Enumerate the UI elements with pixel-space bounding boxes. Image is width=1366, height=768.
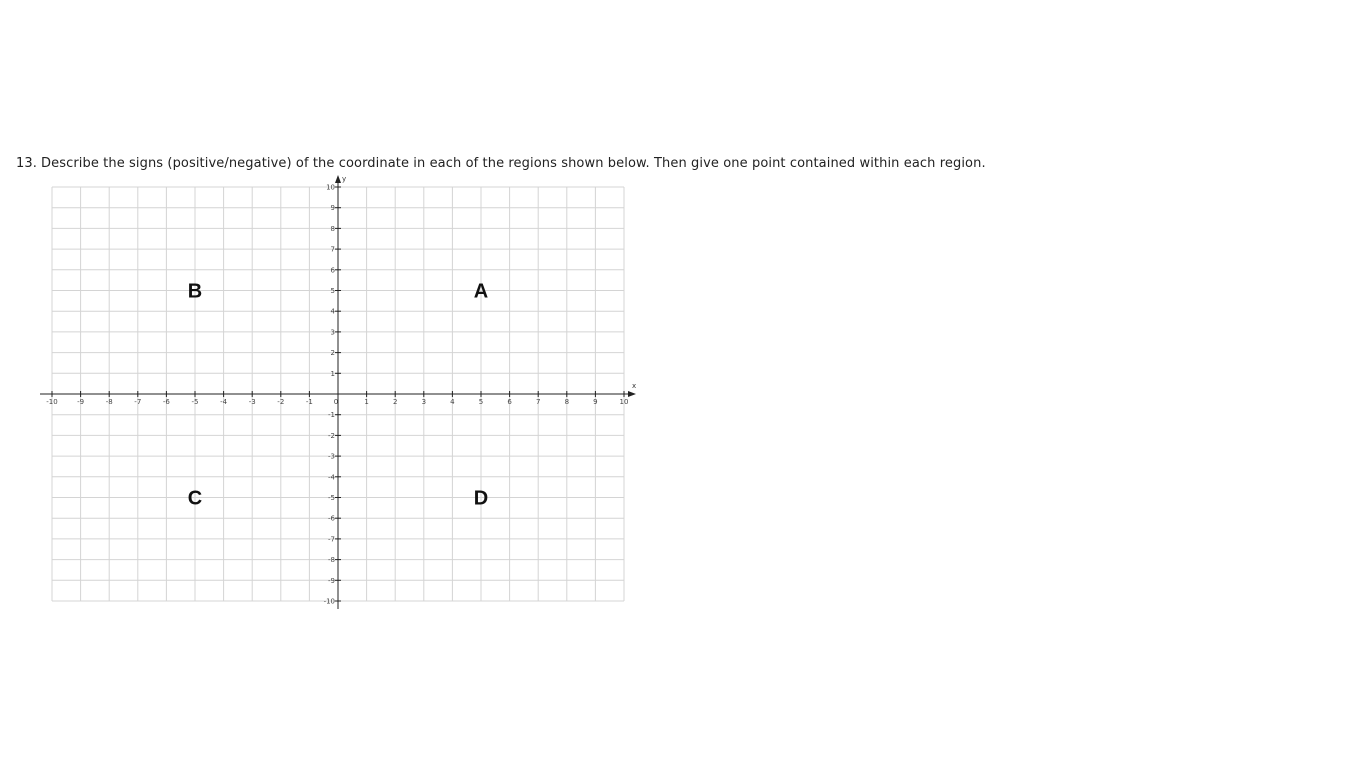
question-number: 13. (16, 156, 37, 171)
y-tick-label: -4 (328, 473, 335, 482)
region-label-d: D (473, 487, 489, 510)
x-tick-label: -7 (134, 398, 142, 406)
y-tick-label: -3 (328, 452, 335, 461)
x-tick-label: 2 (392, 398, 398, 406)
x-tick-label: 10 (619, 398, 629, 406)
question-text: Describe the signs (positive/negative) of the coordinate in each of the regions shown below. Then give one point contained within each region. (40, 156, 986, 171)
x-tick-label: 1 (364, 398, 369, 406)
x-tick-label: 0 (333, 398, 339, 406)
x-tick-label: 4 (450, 398, 455, 406)
y-tick-label: 9 (330, 204, 335, 213)
x-tick-label: -8 (105, 398, 113, 406)
x-tick-label: 5 (478, 398, 484, 406)
y-axis-arrow (335, 175, 341, 183)
y-tick-label: -10 (323, 597, 335, 606)
y-axis-label: y (342, 175, 347, 183)
y-tick-label: -6 (328, 514, 335, 523)
y-tick-label: 1 (330, 369, 335, 378)
x-tick-label: -2 (277, 398, 285, 406)
y-tick-label: -5 (328, 494, 335, 502)
y-tick-label: -7 (328, 535, 335, 544)
x-tick-label: -4 (220, 398, 228, 406)
x-tick-label: 8 (564, 398, 570, 406)
y-tick-label: 2 (330, 349, 335, 358)
x-tick-label: 6 (507, 398, 512, 406)
y-tick-label: -9 (328, 576, 335, 585)
x-tick-label: -3 (248, 398, 256, 406)
y-tick-label: 6 (330, 266, 335, 275)
x-tick-label: -5 (191, 398, 199, 406)
x-tick-label: -1 (305, 398, 313, 406)
x-axis-arrow (628, 391, 636, 397)
region-label-a: A (473, 280, 489, 303)
x-tick-label: -10 (46, 398, 58, 406)
x-tick-label: 9 (593, 398, 598, 406)
y-tick-label: 5 (330, 287, 335, 295)
y-tick-label: 7 (330, 245, 335, 254)
axes (40, 175, 636, 609)
y-tick-label: 4 (330, 307, 335, 316)
region-label-c: C (187, 487, 203, 510)
x-axis-label: x (632, 382, 637, 390)
x-tick-label: -6 (162, 398, 170, 406)
region-label-b: B (187, 280, 203, 303)
y-tick-label: 3 (330, 328, 335, 337)
y-tick-label: 8 (330, 224, 335, 233)
y-tick-label: -2 (328, 431, 335, 440)
x-tick-label: 3 (421, 398, 427, 406)
y-tick-label: -8 (328, 556, 335, 565)
y-tick-label: 10 (326, 183, 335, 192)
x-tick-label: 7 (535, 398, 541, 406)
x-tick-label: -9 (77, 398, 85, 406)
y-tick-label: -1 (328, 411, 335, 420)
